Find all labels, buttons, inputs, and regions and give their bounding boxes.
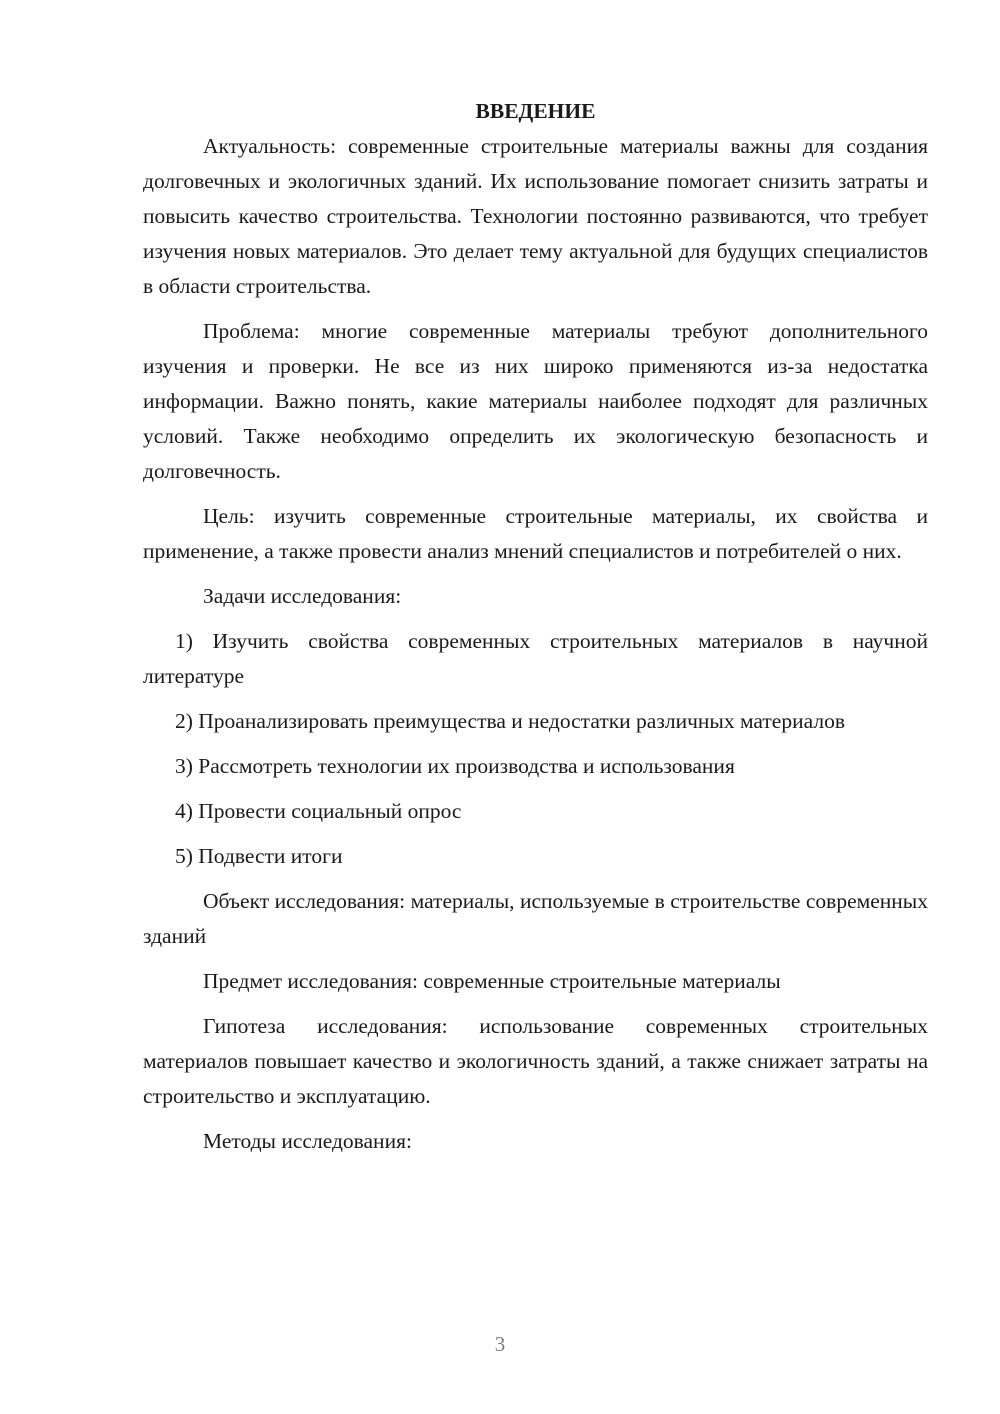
object-paragraph: Объект исследования: материалы, используемые в строительстве современных зданий <box>143 889 928 948</box>
problem-paragraph: Проблема: многие современные материалы требуют дополнительного изучения и проверки. Не все из них широко применяются из-за недостатка информации. Важно понять, какие материалы наиболее подходят для различных условий. Также необходимо определить их экологическую безопасность и долговечность. <box>143 319 928 483</box>
document-page <box>143 94 928 1159</box>
goal-paragraph: Цель: изучить современные строительные материалы, их свойства и применение, а также провести анализ мнений специалистов и потребителей о них. <box>143 504 928 563</box>
page-title: ВВЕДЕНИЕ <box>475 99 596 123</box>
task-item-5: 5) Подвести итоги <box>175 844 343 868</box>
task-item-4: 4) Провести социальный опрос <box>175 799 462 823</box>
task-item-3: 3) Рассмотреть технологии их производства и использования <box>175 754 735 778</box>
page-number: 3 <box>494 1332 506 1356</box>
subject-paragraph: Предмет исследования: современные строительные материалы <box>203 969 781 993</box>
methods-title: Методы исследования: <box>203 1129 412 1153</box>
tasks-title: Задачи исследования: <box>203 584 402 608</box>
task-item-1: 1) Изучить свойства современных строительных материалов в научной литературе <box>143 629 928 688</box>
hypothesis-paragraph: Гипотеза исследования: использование современных строительных материалов повышает качество и экологичность зданий, а также снижает затраты на строительство и эксплуатацию. <box>143 1014 928 1108</box>
relevance-paragraph: Актуальность: современные строительные материалы важны для создания долговечных и экологичных зданий. Их использование помогает снизить затраты и повысить качество строительства. Технологии постоянно развиваются, что требует изучения новых материалов. Это делает тему актуальной для будущих специалистов в области строительства. <box>143 134 928 298</box>
task-item-2: 2) Проанализировать преимущества и недостатки различных материалов <box>175 709 845 733</box>
